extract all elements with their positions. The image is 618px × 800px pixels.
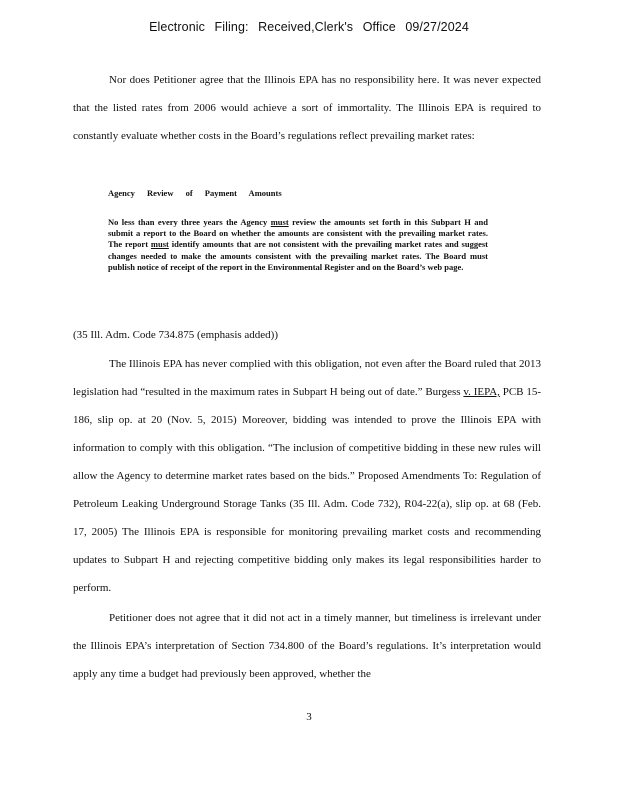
paragraph-text-after: PCB 15-186, slip op. at 20 (Nov. 5, 2015) Moreover, bidding was intended to prove the Illinois EPA with information to comply with this obligation. “The inclusion of competitive bidding in these new rules will allow the Agency to determine market rates based on the bids.” Proposed Amendments To: Regulation of Petroleum Leaking Underground Storage Tanks (35 Ill. Adm. Code 732), R04-22(a), slip op. at 68 (Feb. 17, 2005) The Illinois EPA is responsible for monitoring prevailing market costs and recommending updates to Subpart H and rejecting competitive bidding only makes its legal responsibilities harder to perform.	[73, 386, 541, 594]
paragraph-obligation	[73, 350, 541, 602]
quote-title: Agency Review of Payment Amounts	[108, 188, 282, 198]
quote-text-3: identify amounts that are not consistent with the prevailing market rates and suggest changes needed to make the amounts consistent with the prevailing market rates. The Board must publish notice of receipt of the report in the Environmental Register and on the Board’s web page.	[108, 239, 488, 272]
paragraph-text: Nor does Petitioner agree that the Illinois EPA has no responsibility here. It was never expected that the listed rates from 2006 would achieve a sort of immortality. The Illinois EPA is required to constantly evaluate whether costs in the Board’s regulations reflect prevailing market rates:	[73, 74, 541, 142]
quote-emphasis-must-1: must	[270, 217, 289, 227]
citation-734-875: (35 Ill. Adm. Code 734.875 (emphasis added))	[73, 329, 278, 341]
paragraph-responsibility	[73, 66, 541, 150]
block-quote	[108, 217, 488, 273]
paragraph-text-before: The Illinois EPA has never complied with this obligation, not even after the Board ruled that 2013 legislation had “resulted in the maximum rates in Subpart H being out of date.” Burgess	[73, 358, 541, 398]
paragraph-timeliness	[73, 604, 541, 688]
case-name: v. IEPA,	[463, 386, 500, 398]
quote-emphasis-must-2: must	[150, 239, 169, 250]
quote-text-2: review the amounts set forth in this Subpart H and submit a report to the Board on whether the amounts are consistent with the prevailing market rates. The report	[108, 217, 488, 250]
paragraph-text: Petitioner does not agree that it did not act in a timely manner, but timeliness is irrelevant under the Illinois EPA’s interpretation of Section 734.800 of the Board’s regulations. It’s interpretation would apply any time a budget had previously been approved, whether the	[73, 612, 541, 680]
filing-header: Electronic Filing: Received,Clerk's Office 09/27/2024	[149, 20, 469, 34]
page-number: 3	[306, 711, 312, 723]
quote-text-1: No less than every three years the Agency	[108, 217, 271, 227]
